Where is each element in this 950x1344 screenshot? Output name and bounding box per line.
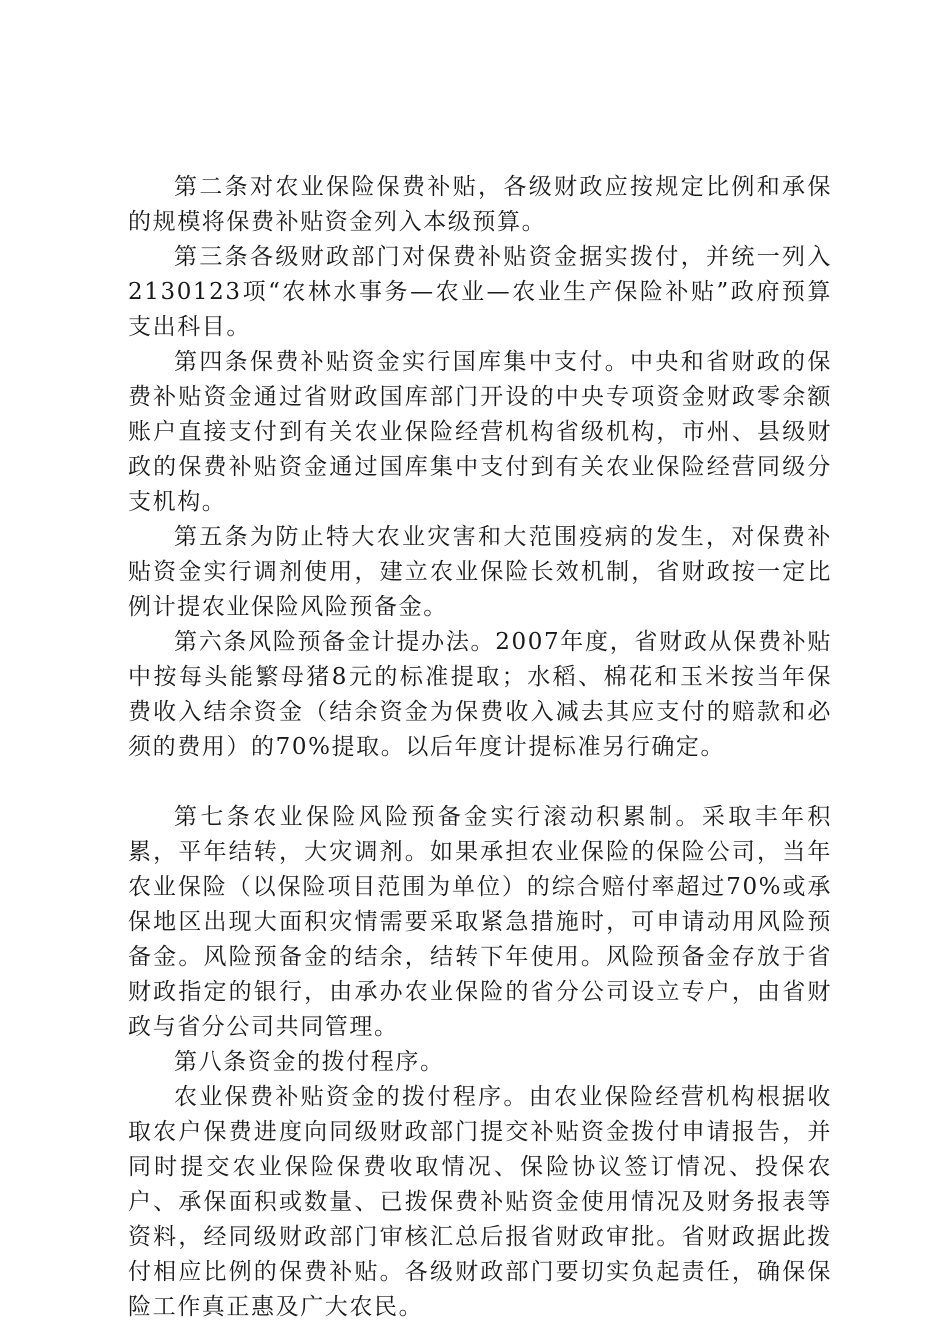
article-5-paragraph: 第五条为防止特大农业灾害和大范围疫病的发生，对保费补贴资金实行调剂使用，建立农业保险长效机制，省财政按一定比例计提农业保险风险预备金。: [128, 524, 832, 620]
document-body: [128, 170, 832, 1325]
article-7-paragraph: 第七条农业保险风险预备金实行滚动积累制。采取丰年积累，平年结转，大灾调剂。如果承担农业保险的保险公司，当年农业保险（以保险项目范围为单位）的综合赔付率超过70%或承保地区出现大面积灾情需要采取紧急措施时，可申请动用风险预备金。风险预备金的结余，结转下年使用。风险预备金存放于省财政指定的银行，由承办农业保险的省分公司设立专户，由省财政与省分公司共同管理。: [128, 804, 832, 1040]
article-2-paragraph: 第二条对农业保险保费补贴，各级财政应按规定比例和承保的规模将保费补贴资金列入本级预算。: [128, 174, 832, 235]
article-3-paragraph: 第三条各级财政部门对保费补贴资金据实拨付，并统一列入2130123项“农林水事务—农业—农业生产保险补贴”政府预算支出科目。: [128, 244, 832, 340]
article-8-heading: 第八条资金的拨付程序。: [174, 1049, 445, 1075]
article-6-paragraph: 第六条风险预备金计提办法。2007年度，省财政从保费补贴中按每头能繁母猪8元的标准提取；水稻、棉花和玉米按当年保费收入结余资金（结余资金为保费收入减去其应支付的赔款和必须的费用）的70%提取。以后年度计提标准另行确定。: [128, 629, 832, 760]
article-4-paragraph: 第四条保费补贴资金实行国库集中支付。中央和省财政的保费补贴资金通过省财政国库部门开设的中央专项资金财政零余额账户直接支付到有关农业保险经营机构省级机构，市州、县级财政的保费补贴资金通过国库集中支付到有关农业保险经营同级分支机构。: [128, 349, 832, 515]
article-8-paragraph: 农业保费补贴资金的拨付程序。由农业保险经营机构根据收取农户保费进度向同级财政部门提交补贴资金拨付申请报告，并同时提交农业保险保费收取情况、保险协议签订情况、投保农户、承保面积或数量、已拨保费补贴资金使用情况及财务报表等资料，经同级财政部门审核汇总后报省财政审批。省财政据此拨付相应比例的保费补贴。各级财政部门要切实负起责任，确保保险工作真正惠及广大农民。: [128, 1084, 832, 1320]
